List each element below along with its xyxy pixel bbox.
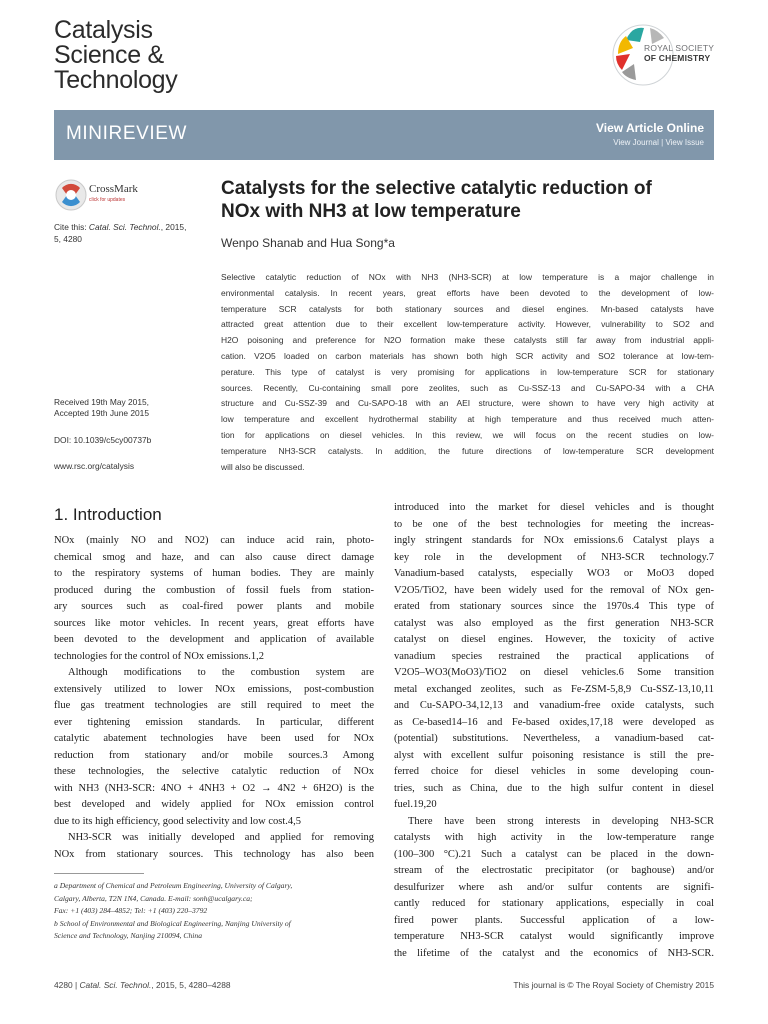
body-line: There have been strong interests in developing NH3-SCR [408, 815, 714, 827]
body-line: to the respiratory systems of human bodies. They are mainly [54, 568, 374, 579]
body-line: due to its high efficiency, good selectivity and low cost.4,5 [54, 815, 301, 827]
body-line: ingly stringent standards for NOx emissions.6 Catalyst plays a [394, 535, 714, 546]
body-line: V2O5/TiO2, have been widely used for the removal of NOx gen- [394, 584, 714, 596]
body-line: vanadium species restrained the practical applications of [394, 650, 714, 662]
received-date: Received 19th May 2015, [54, 397, 149, 407]
body-line: NOx (mainly NO and NO2) can induce acid rain, photo- [54, 535, 374, 546]
body-line: the lifetime of the catalyst and the economics of NH3-SCR. [394, 947, 714, 959]
left-column [54, 533, 374, 863]
authors: Wenpo Shanab and Hua Song*a [221, 236, 395, 250]
page-number: 4280 [54, 980, 73, 990]
abstract-line: temperature NH3-SCR catalysts. In addition, the future directions of low-temperature SCR development [221, 445, 714, 456]
body-line: catalysts with high activity in the low-temperature range [394, 832, 714, 843]
accepted-date: Accepted 19th June 2015 [54, 408, 149, 418]
body-line: introduced into the market for diesel vehicles and is thought [394, 502, 714, 513]
body-line: reduction from stationary and/or mobile sources.3 Among [54, 749, 374, 761]
abstract-line: structure and Cu-SSZ-39 and Cu-SAPO-18 with an AEI structure, were shown to have very high activity at [221, 398, 714, 409]
journal-links [613, 138, 704, 147]
publisher-name [644, 44, 714, 63]
page-footer-citation [54, 980, 231, 990]
body-line: ferred choice for diesel vehicles in some developing coun- [394, 766, 714, 777]
journal-title-line: Technology [54, 66, 178, 94]
abstract-line: H2O poisoning and preference for N2O formation make these catalysts still far away from industrial appli- [221, 335, 714, 346]
section-heading: 1. Introduction [54, 505, 162, 524]
body-line: flue gas treatment technologies are still required to meet the [54, 700, 374, 711]
body-line: chemical smog and haze, and can also cause direct damage [54, 551, 374, 563]
body-line: these technologies, the selective catalytic reduction of NOx [54, 766, 374, 777]
abstract-line: perature. This type of catalyst is very promising for applications in low-temperature SCR for stationary [221, 366, 714, 377]
body-line: (potential) substitutions. Nevertheless, a vanadium-based cat- [394, 733, 714, 744]
footer-separator: | [74, 980, 78, 990]
view-journal-link[interactable]: View Journal [613, 138, 659, 147]
citation-volume: 5, 4280 [54, 233, 82, 244]
website-link[interactable]: www.rsc.org/catalysis [54, 461, 135, 471]
article-title-line: Catalysts for the selective catalytic reduction of [221, 178, 652, 199]
footnote-divider [54, 873, 144, 874]
abstract-line: tion for applications on diesel vehicles. In this review, we will focus on the recent studies on low- [221, 429, 714, 440]
affiliation-footnotes [54, 880, 374, 943]
journal-title-line: Catalysis [54, 16, 153, 44]
crossmark-label: CrossMark [89, 183, 138, 195]
body-line: technologies for the control of NOx emissions.1,2 [54, 650, 264, 662]
article-title-line: NOx with NH3 at low temperature [221, 201, 521, 222]
body-line: catalytic abatement technologies have been used for NOx [54, 733, 374, 744]
article-type: MINIREVIEW [66, 123, 188, 144]
publisher-line: OF CHEMISTRY [644, 52, 711, 63]
body-line: and Cu-SAPO-34,12,13 and vanadium-free oxide catalysts, such [394, 700, 714, 711]
abstract-line: cation. V2O5 loaded on carbon materials has shown both high SCR activity and SO2 tolerance at low-tem- [221, 350, 714, 361]
body-line: with NH3 (NH3-SCR: 4NO + 4NH3 + O2 → 4N2 + 6H2O) is the [54, 782, 374, 794]
body-line: stream of the electrostatic precipitator (or baghouse) and/or [394, 865, 714, 876]
body-line: tries, such as China, due to the high sulfur content in diesel [394, 782, 714, 794]
body-line: produced during the combustion of fossil fuels from station- [54, 584, 374, 596]
abstract-line: environmental catalysis. In recent years, great efforts have been devoted to the development of low- [221, 287, 714, 298]
body-line: Vanadium-based catalysts, especially WO3 or MoO3 doped [394, 568, 714, 579]
link-separator: | [661, 138, 664, 147]
journal-title-line: Science & [54, 41, 164, 69]
view-issue-link[interactable]: View Issue [665, 138, 704, 147]
abstract-line: sources. Recently, Cu-containing small pore zeolites, such as Cu-SSZ-13 and Cu-SAPO-34 with a CHA [221, 382, 714, 393]
body-line: extensively utilized to lower NOx emissions, post-combustion [54, 683, 374, 695]
abstract-line: Selective catalytic reduction of NOx with NH3 (NH3-SCR) at low temperature is a major challenge in [221, 272, 714, 282]
body-line: been devoted to the development and application of available [54, 634, 374, 645]
abstract-line: attracted great attention due to their excellent low-temperature activity. However, vulnerability to SO2 and [221, 319, 714, 330]
abstract-line: temperature SCR catalysts for both stationary sources and diesel engines. Mn-based catalysts have [221, 303, 714, 314]
body-line: catalyst on diesel engines. However, the toxicity of active [394, 634, 714, 645]
body-line: metal exchanged zeolites, such as Fe-ZSM-5,8,9 Cu-SSZ-13,10,11 [394, 683, 714, 695]
body-line: sources like motor vehicles. In recent years, great efforts have [54, 617, 374, 629]
right-column [394, 500, 714, 962]
crossmark-sub: click for updates [89, 197, 126, 203]
citation-prefix: Cite this: [54, 222, 87, 232]
body-line: to be one of the best technologies for meeting the increas- [394, 518, 714, 530]
view-article-online-link[interactable]: View Article Online [595, 121, 704, 135]
body-line: key role in the development of NH3-SCR technology.7 [394, 551, 714, 563]
body-line: desulfurizer where ash and/or sulfur contents are signifi- [394, 881, 714, 893]
citation [54, 222, 186, 245]
body-line: Although modifications to the combustion system are [68, 667, 374, 678]
footer-volume: , 2015, 5, 4280–4288 [151, 980, 231, 990]
body-line: NH3-SCR was initially developed and applied for removing [68, 832, 374, 843]
journal-title [54, 18, 177, 93]
footnote-line: Fax: +1 (403) 284–4852; Tel: +1 (403) 220–3792 [54, 906, 208, 916]
article-type-banner [54, 110, 714, 160]
doi[interactable]: DOI: 10.1039/c5cy00737b [54, 435, 152, 445]
footer-journal: Catal. Sci. Technol. [79, 980, 152, 990]
body-line: erated from stationary sources since the 1970s.4 This type of [394, 601, 714, 612]
body-line: ever tightening emission standards. In particular, different [54, 716, 374, 728]
footnote-line: Calgary, Alberta, T2N 1N4, Canada. E-mail: sonh@ucalgary.ca; [54, 893, 253, 903]
body-line: ary sources such as coal-fired power plants and mobile [54, 601, 374, 612]
body-line: (100–300 °C).21 Such a catalyst can be placed in the down- [394, 848, 714, 860]
body-line: fired power plants. Successful application of a low- [394, 914, 714, 926]
footnote-line: Science and Technology, Nanjing 210094, China [54, 931, 202, 941]
body-line: catalyst was also employed as the first generation NH3-SCR [394, 617, 714, 629]
body-line: best developed and widely applied for NOx emission control [54, 799, 374, 810]
publisher-line: ROYAL SOCIETY [644, 43, 715, 53]
body-line: V2O5–WO3(MoO3)/TiO2 on diesel vehicles.6 Some transition [394, 667, 714, 678]
body-line: NOx from stationary sources. This technology has also been [54, 848, 374, 860]
body-line: fuel.19,20 [394, 799, 437, 810]
body-line: temperature NH3-SCR catalyst would significantly improve [394, 931, 714, 942]
abstract-line: low temperature and excellent hydrothermal stability at high temperature and thus received much atten- [221, 414, 714, 425]
copyright: This journal is © The Royal Society of Chemistry 2015 [513, 980, 714, 990]
article-title [221, 177, 701, 223]
abstract [221, 270, 714, 475]
footnote-line: a Department of Chemical and Petroleum Engineering, University of Calgary, [54, 881, 293, 890]
citation-year: , 2015, [160, 222, 187, 232]
body-line: alyst with excellent sulfur poisoning resistance is still the pre- [394, 749, 714, 761]
body-line: cantly reduced for stationary applications, especially in coal [394, 898, 714, 909]
footnote-line: b School of Environmental and Biological Engineering, Nanjing University of [54, 918, 291, 928]
abstract-line: will also be discussed. [221, 461, 305, 472]
citation-journal: Catal. Sci. Technol. [88, 222, 161, 232]
body-line: as Ce-based14–16 and Fe-based oxides,17,18 were developed as [394, 716, 714, 728]
